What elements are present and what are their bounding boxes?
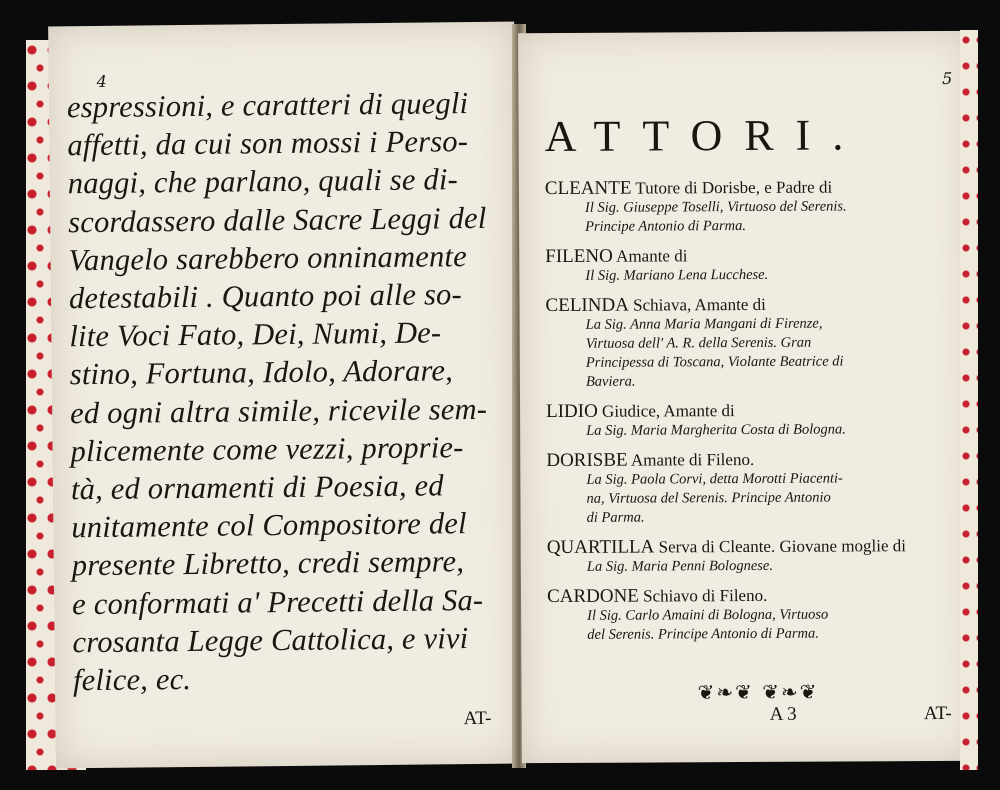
cast-entry-lidio bbox=[546, 400, 966, 441]
cast-entry-fileno bbox=[545, 245, 965, 286]
performer-line: Il Sig. Mariano Lena Lucchese. bbox=[585, 266, 769, 284]
right-catchword: AT- bbox=[923, 702, 952, 725]
left-page-text bbox=[67, 84, 505, 700]
role-desc: Tutore di Dorisbe, e Padre di bbox=[635, 177, 833, 198]
text-line: lite Voci Fato, Dei, Numi, De- bbox=[69, 315, 442, 354]
role-desc: Giudice, Amante di bbox=[601, 401, 735, 421]
performer-line: di Parma. bbox=[586, 509, 645, 526]
cast-entry-cardone bbox=[547, 585, 967, 645]
role-name: CELINDA bbox=[545, 294, 629, 317]
performer-line: Principessa di Toscana, Violante Beatrice di bbox=[585, 353, 844, 371]
performer-line: Virtuosa dell' A. R. della Serenis. Gran bbox=[585, 334, 812, 352]
right-red-edge bbox=[960, 30, 978, 770]
text-line: ed ogni altra simile, ricevile sem- bbox=[69, 391, 488, 430]
role-desc: Amante di bbox=[616, 246, 688, 266]
performer-line: na, Virtuosa del Serenis. Principe Antonio bbox=[586, 489, 831, 507]
text-line: plicemente come vezzi, proprie- bbox=[70, 429, 464, 469]
text-line: naggi, che parlano, quali se di- bbox=[67, 162, 459, 201]
role-name: CLEANTE bbox=[544, 177, 632, 200]
text-line: stino, Fortuna, Idolo, Adorare, bbox=[69, 353, 454, 392]
cast-entry-celinda bbox=[545, 294, 965, 392]
right-page bbox=[518, 31, 974, 763]
text-line: detestabili . Quanto poi alle so- bbox=[68, 277, 463, 316]
text-line: tà, ed ornamenti di Poesia, ed bbox=[70, 468, 444, 507]
role-name: FILENO bbox=[545, 245, 613, 268]
performer-line: La Sig. Maria Penni Bolognese. bbox=[586, 557, 774, 575]
text-line: espressioni, e caratteri di quegli bbox=[66, 86, 469, 125]
cast-entry-quartilla bbox=[547, 536, 967, 577]
text-line: felice, ec. bbox=[72, 662, 192, 698]
text-line: presente Libretto, credi sempre, bbox=[71, 544, 465, 583]
cast-entry-cleante bbox=[545, 177, 965, 237]
text-line: scordassero dalle Sacre Leggi del bbox=[67, 200, 487, 239]
role-name: CARDONE bbox=[546, 585, 639, 608]
left-catchword: AT- bbox=[463, 707, 492, 730]
text-line: crosanta Legge Cattolica, e vivi bbox=[72, 620, 469, 660]
performer-line: Baviera. bbox=[585, 373, 636, 390]
performer-line: La Sig. Maria Margherita Costa di Bologna. bbox=[586, 421, 846, 439]
role-name: QUARTILLA bbox=[546, 536, 655, 559]
left-page-number: 4 bbox=[96, 71, 107, 91]
signature-mark: A 3 bbox=[769, 703, 797, 725]
text-line: e conformati a' Precetti della Sa- bbox=[71, 582, 484, 621]
cast-list bbox=[545, 177, 967, 655]
role-name: DORISBE bbox=[546, 449, 628, 472]
text-line: Vangelo sarebbero onninamente bbox=[68, 238, 468, 278]
left-page bbox=[48, 22, 522, 769]
role-desc: Amante di Fileno. bbox=[630, 449, 755, 470]
page-title: ATTORI. bbox=[544, 110, 866, 162]
fleuron-ornament-icon: ❦❧❦ ❦❧❦ bbox=[697, 679, 819, 705]
performer-line: La Sig. Paola Corvi, detta Morotti Piacenti- bbox=[586, 470, 843, 488]
role-desc: Schiava, Amante di bbox=[633, 294, 766, 315]
text-line: unitamente col Compositore del bbox=[71, 506, 467, 545]
performer-line: Il Sig. Carlo Amaini di Bologna, Virtuoso bbox=[587, 606, 829, 624]
role-desc: Serva di Cleante. Giovane moglie di bbox=[658, 536, 907, 557]
right-page-number: 5 bbox=[942, 68, 953, 88]
performer-line: del Serenis. Principe Antonio di Parma. bbox=[587, 625, 819, 643]
role-name: LIDIO bbox=[546, 400, 598, 423]
performer-line: Il Sig. Giuseppe Toselli, Virtuoso del Serenis. bbox=[584, 198, 847, 216]
performer-line: Principe Antonio di Parma. bbox=[585, 217, 746, 235]
performer-line: La Sig. Anna Maria Mangani di Firenze, bbox=[585, 315, 823, 333]
text-line: affetti, da cui son mossi i Perso- bbox=[67, 124, 469, 163]
role-desc: Schiavo di Fileno. bbox=[643, 585, 768, 606]
cast-entry-dorisbe bbox=[546, 449, 966, 528]
